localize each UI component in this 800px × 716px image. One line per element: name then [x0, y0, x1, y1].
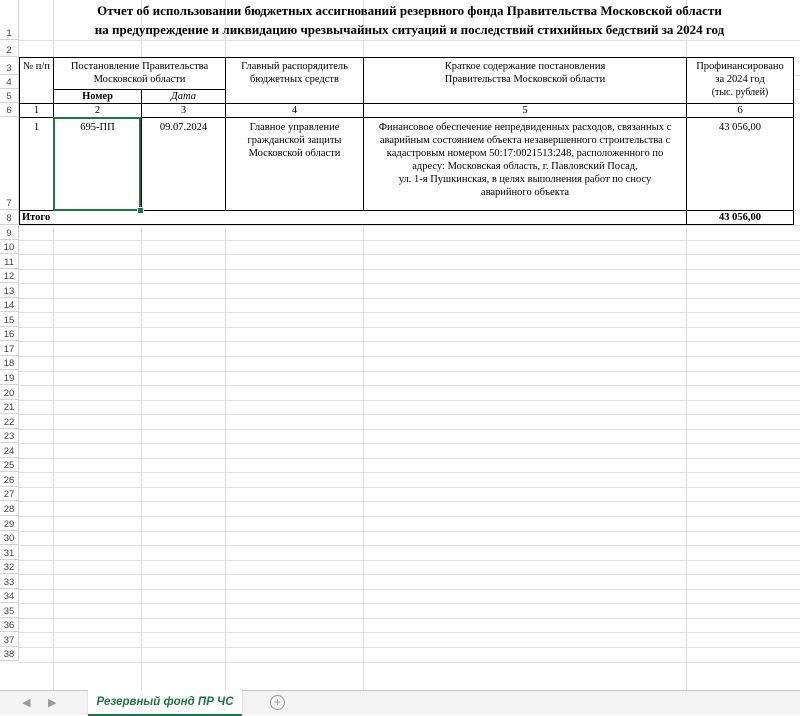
row-header[interactable]: 9 — [0, 225, 19, 240]
row-header[interactable]: 33 — [0, 574, 19, 589]
add-sheet-icon[interactable]: + — [270, 695, 285, 710]
row-gridline — [19, 385, 800, 386]
row-gridline — [19, 647, 800, 648]
header-date[interactable]: Дата — [141, 89, 226, 104]
row-header[interactable]: 23 — [0, 429, 19, 444]
row-header[interactable]: 28 — [0, 501, 19, 516]
row-header[interactable]: 38 — [0, 647, 19, 662]
row1-summary-line4: адресу: Московская область, г. Павловский Посад, — [412, 161, 638, 172]
row-gridline — [19, 298, 800, 299]
row-gridline — [19, 40, 800, 41]
header-funded-unit: (тыс. рублей) — [711, 87, 769, 98]
row-gridline — [19, 560, 800, 561]
row-gridline — [19, 632, 800, 633]
row1-summary-line2: аварийным состоянием объекта незавершенного строительства с — [379, 135, 671, 146]
row-gridline — [19, 283, 800, 284]
row-header[interactable]: 36 — [0, 618, 19, 633]
row-gridline — [19, 589, 800, 590]
colnum-5[interactable]: 5 — [363, 103, 687, 118]
row-header[interactable]: 14 — [0, 298, 19, 313]
row-gridline — [19, 443, 800, 444]
row-gridline — [19, 487, 800, 488]
colnum-4[interactable]: 4 — [225, 103, 364, 118]
row-header[interactable]: 24 — [0, 443, 19, 458]
row-header[interactable]: 25 — [0, 458, 19, 473]
row-header[interactable]: 11 — [0, 254, 19, 269]
total-amount[interactable]: 43 056,00 — [686, 210, 794, 225]
header-number[interactable]: Номер — [53, 89, 142, 104]
report-title-line2: на предупреждение и ликвидацию чрезвычайных ситуаций и последствий стихийных бедствий за 2024 год — [94, 22, 725, 37]
header-manager[interactable]: Главный распорядитель бюджетных средств — [225, 57, 364, 104]
colnum-6[interactable]: 6 — [686, 103, 794, 118]
next-sheet-icon[interactable]: ▶ — [48, 697, 57, 709]
row-gridline — [19, 400, 800, 401]
row-gridline — [19, 356, 800, 357]
row-gridline — [19, 516, 800, 517]
row1-summary[interactable] — [363, 117, 687, 211]
header-funded[interactable] — [686, 57, 794, 104]
row-gridline — [19, 531, 800, 532]
row-gridline — [19, 312, 800, 313]
row-gridline — [19, 254, 800, 255]
row-gridline — [19, 618, 800, 619]
row-gridline — [19, 472, 800, 473]
row-header[interactable]: 2 — [0, 40, 19, 57]
header-resolution[interactable]: Постановление Правительства Московской области — [53, 57, 226, 90]
row-header[interactable]: 6 — [0, 103, 19, 117]
row-header[interactable]: 22 — [0, 414, 19, 429]
row-header[interactable]: 31 — [0, 545, 19, 560]
prev-sheet-icon[interactable]: ◀ — [22, 697, 31, 709]
row-gridline — [19, 458, 800, 459]
sheet-tab-reserve-fund[interactable]: Резервный фонд ПР ЧС — [88, 690, 242, 716]
row-header[interactable]: 16 — [0, 327, 19, 342]
colnum-2[interactable]: 2 — [53, 103, 142, 118]
row-header[interactable]: 34 — [0, 589, 19, 604]
row-header[interactable]: 26 — [0, 472, 19, 487]
row-header[interactable]: 18 — [0, 356, 19, 371]
row1-summary-line6: аварийного объекта — [480, 187, 570, 198]
row-header[interactable]: 29 — [0, 516, 19, 531]
fill-handle[interactable] — [137, 207, 144, 214]
row1-num[interactable]: 1 — [19, 117, 54, 211]
header-funded-label: Профинансировано за 2024 год — [696, 61, 784, 85]
row-gridline — [19, 662, 800, 663]
header-summary[interactable]: Краткое содержание постановления Правительства Московской области — [363, 57, 687, 104]
selected-cell-outline — [53, 117, 141, 211]
row-gridline — [19, 225, 800, 226]
row1-number[interactable]: 695-ПП — [53, 117, 142, 211]
row-gridline — [19, 269, 800, 270]
row-header[interactable]: 21 — [0, 400, 19, 415]
row-header[interactable]: 17 — [0, 341, 19, 356]
row1-summary-line5: ул. 1-я Пушкинская, в целях выполнения работ по сносу — [398, 174, 652, 185]
row-gridline — [19, 414, 800, 415]
total-label[interactable]: Итого — [19, 210, 687, 225]
row-header[interactable]: 30 — [0, 531, 19, 546]
row-gridline — [19, 501, 800, 502]
row-gridline — [19, 341, 800, 342]
row1-date[interactable]: 09.07.2024 — [141, 117, 226, 211]
sheet-tab-bar — [0, 690, 800, 715]
row-header[interactable]: 19 — [0, 371, 19, 386]
row-header[interactable]: 20 — [0, 385, 19, 400]
row-header[interactable]: 15 — [0, 312, 19, 327]
row-header[interactable]: 10 — [0, 240, 19, 255]
row-header[interactable]: 3 — [0, 57, 19, 75]
colnum-1[interactable]: 1 — [19, 103, 54, 118]
row-header[interactable]: 13 — [0, 283, 19, 298]
row-gridline — [19, 429, 800, 430]
row-gridline — [19, 603, 800, 604]
row-header[interactable]: 35 — [0, 603, 19, 618]
row-header[interactable]: 5 — [0, 89, 19, 103]
row1-manager[interactable]: Главное управление гражданской защиты Московской области — [225, 117, 364, 211]
row-gridline — [19, 545, 800, 546]
header-num[interactable]: № п/п — [19, 57, 54, 104]
row1-amount[interactable]: 43 056,00 — [686, 117, 794, 211]
row-header[interactable]: 12 — [0, 269, 19, 284]
row-header[interactable]: 27 — [0, 487, 19, 502]
row1-summary-line3: кадастровым номером 50:17:0021513:248, расположенного по — [386, 148, 664, 159]
row-header[interactable]: 1 — [0, 0, 19, 40]
row-header[interactable]: 4 — [0, 75, 19, 89]
row-header[interactable]: 32 — [0, 560, 19, 575]
row-gridline — [19, 574, 800, 575]
row-header[interactable]: 37 — [0, 632, 19, 647]
row-gridline — [19, 371, 800, 372]
row-header[interactable]: 7 — [0, 117, 19, 210]
row-gridline — [19, 327, 800, 328]
row-header[interactable]: 8 — [0, 210, 19, 225]
row1-summary-line1: Финансовое обеспечение непредвиденных расходов, связанных с — [378, 122, 672, 133]
report-title-line1: Отчет об использовании бюджетных ассигнований резервного фонда Правительства Московской области — [97, 3, 722, 18]
row-gridline — [19, 240, 800, 241]
colnum-3[interactable]: 3 — [141, 103, 226, 118]
